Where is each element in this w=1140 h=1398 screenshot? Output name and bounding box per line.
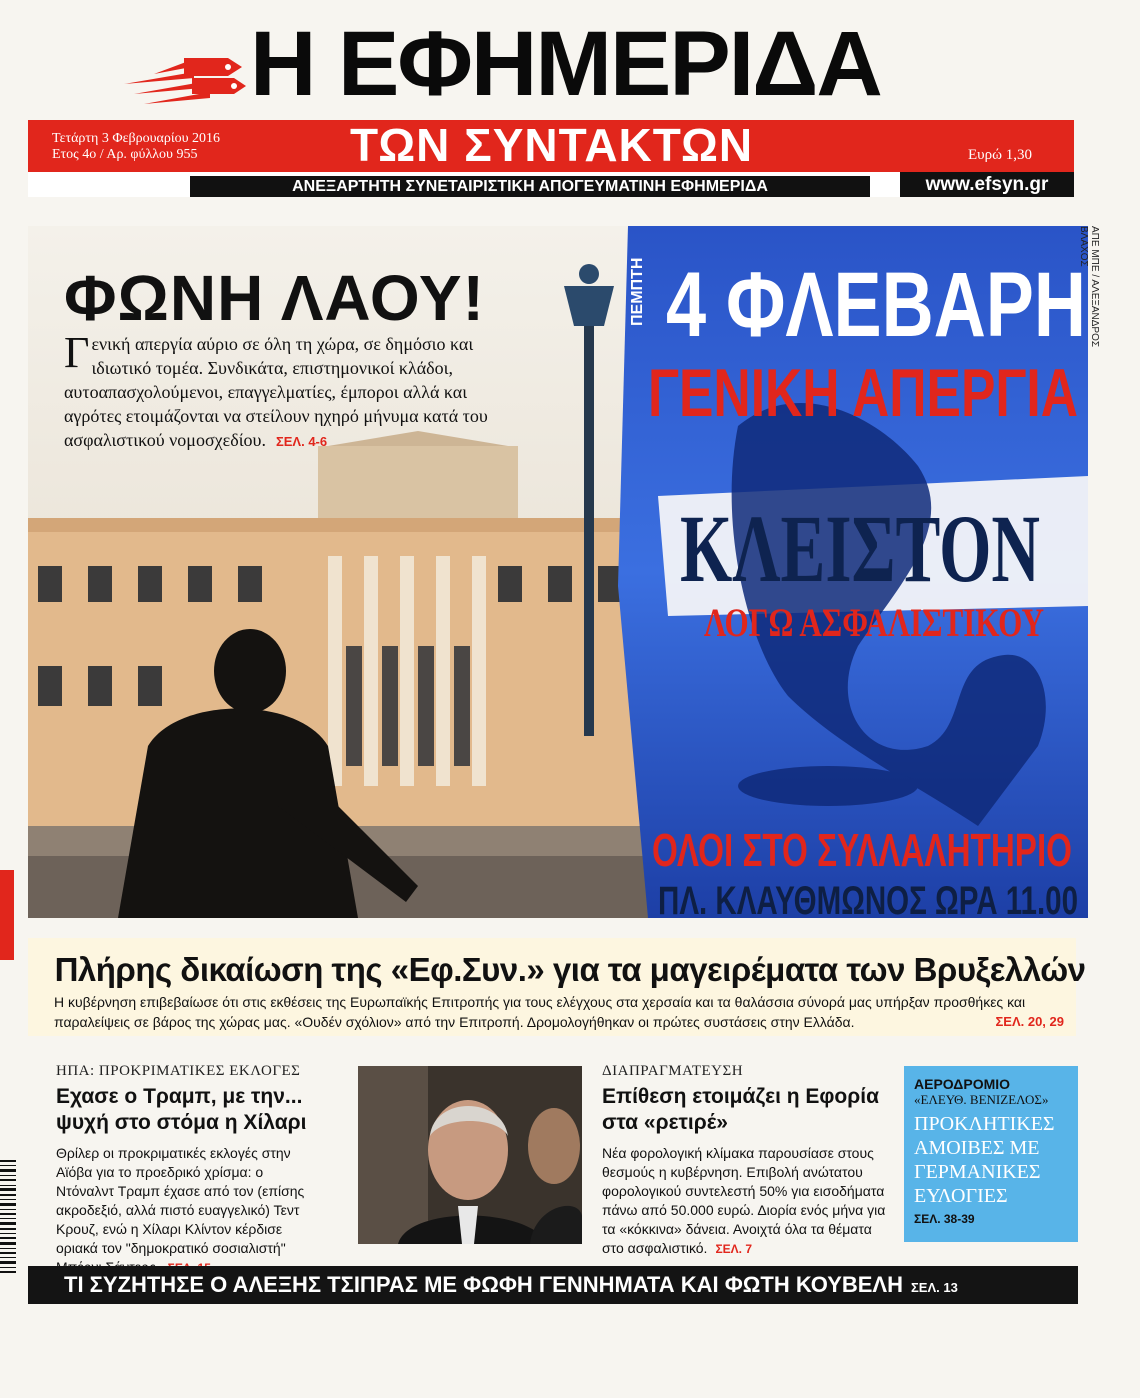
us-elections-headline[interactable]: Εχασε ο Τραμπ, με την... ψυχή στο στόμα η Χίλαρι [56, 1085, 307, 1134]
brussels-page-ref[interactable]: ΣΕΛ. 20, 29 [995, 1014, 1064, 1029]
brussels-body-text: Η κυβέρνηση επιβεβαίωσε ότι στις εκθέσεις της Ευρωπαϊκής Επιτροπής για τους ελέγχους στα χερσαία και τα θαλάσσια σύνορά μας υπήρξαν προσθήκες και παραλείψεις σε βάρος της χώρας μας. «Ουδέν σχόλιον» από την Επιτροπή. Δρομολογήθηκαν οι πρώτες συστάσεις στην Ελλάδα. [54, 994, 1026, 1030]
politician-photo [358, 1066, 582, 1244]
newspaper-title: Η ΕΦΗΜΕΡΙΔΑ [250, 13, 881, 115]
issue-number: Ετος 4ο / Αρ. φύλλου 955 [52, 147, 198, 162]
barcode-icon [0, 1160, 16, 1340]
tax-text: Νέα φορολογική κλίμακα παρουσίασε στους θεσμούς η κυβέρνηση. Επιβολή ανώτατου φορολογικού συντελεστή 50% για εισοδήματα πάνω από 50.000 ευρώ. Διορία ενός μήνα για τα «κόκκινα» δάνεια. Ανοιχτά όλα τα θέματα στο ασφαλιστικό. [602, 1145, 886, 1256]
lead-page-ref[interactable]: ΣΕΛ. 4-6 [275, 434, 328, 449]
tax-kicker: ΔΙΑΠΡΑΓΜΑΤΕΥΣΗ [602, 1063, 744, 1079]
us-elections-text: Θρίλερ οι προκριματικές εκλογές στην Αϊόβα για το προεδρικό χρίσμα: ο Ντόναλντ Τραμπ έχασε από τον (επίσης ακροδεξιό, αλλά πιστό ευαγγελικό) Τεντ Κρουζ, ενώ η Χίλαρι Κλίντον κέρδισε οριακά τον "δημοκρατικό σοσιαλιστή" [56, 1145, 305, 1256]
airport-kicker: ΑΕΡΟΔΡΟΜΙΟ [914, 1076, 1011, 1092]
strike-poster-photo [618, 226, 1088, 923]
lead-dropcap: Γ [64, 328, 90, 377]
us-elections-story [56, 1063, 318, 1278]
newspaper-subtitle: ΤΩΝ ΣΥΝΤΑΚΤΩΝ [350, 119, 754, 171]
bottom-page-ref[interactable]: ΣΕΛ. 13 [911, 1280, 958, 1295]
photo-credit: ΑΠΕ ΜΠΕ / ΑΛΕΞΑΝΔΡΟΣ ΒΛΑΧΟΣ [1078, 226, 1100, 348]
poster-line-rally: ΟΛΟΙ ΣΤΟ ΣΥΛΛΑΛΗΤΗΡΙΟ [652, 824, 1072, 876]
us-elections-kicker: ΗΠΑ: ΠΡΟΚΡΙΜΑΤΙΚΕΣ ΕΚΛΟΓΕΣ [56, 1063, 301, 1079]
tax-body [602, 1144, 890, 1259]
airport-kicker-name: «ΕΛΕΥΘ. ΒΕΝΙΖΕΛΟΣ» [914, 1092, 1049, 1107]
poster-line-general-strike: ΓΕΝΙΚΗ ΑΠΕΡΓΙΑ [648, 355, 1078, 431]
poster-line-location: ΠΛ. ΚΛΑΥΘΜΩΝΟΣ ΩΡΑ 11.00 [658, 879, 1078, 923]
lead-text: ενική απεργία αύριο σε όλη τη χώρα, σε δημόσιο και ιδιωτικό τομέα. Συνδικάτα, επιστημονικοί κλάδοι, αυτοαπασχολούμενοι, επαγγελματίες, έμποροι αλλά και αγρότες ετοιμάζονται να στείλουν ηχηρό μήνυμα κατά του ασφαλιστικού νομοσχεδίου. [64, 334, 488, 450]
poster-day: ΠΕΜΠΤΗ [629, 257, 646, 326]
brussels-headline[interactable]: Πλήρης δικαίωση της «Εφ.Συν.» για τα μαγειρέματα των Βρυξελλών [54, 951, 1086, 988]
politician-portrait-image [358, 1066, 582, 1244]
brussels-body [54, 992, 1064, 1032]
issue-info [52, 131, 220, 163]
poster-line-closed: ΚΛΕΙΣΤΟΝ [680, 495, 1040, 602]
tax-story [602, 1063, 890, 1259]
tagline: ΑΝΕΞΑΡΤΗΤΗ ΣΥΝΕΤΑΙΡΙΣΤΙΚΗ ΑΠΟΓΕΥΜΑΤΙΝΗ ΕΦΗΜΕΡΙΔΑ [292, 178, 768, 195]
poster-date: 4 ΦΛΕΒΑΡΗ [666, 254, 1086, 356]
hero-section [28, 226, 1086, 923]
tax-headline[interactable]: Επίθεση ετοιμάζει η Εφορία στα «ρετιρέ» [602, 1085, 879, 1134]
side-red-tab [0, 870, 14, 960]
issue-price: Ευρώ 1,30 [968, 147, 1032, 163]
hero-headline: ΦΩΝΗ ΛΑΟΥ! [64, 262, 485, 334]
tagline-bar [190, 176, 870, 197]
pen-nib-logo-icon [124, 22, 254, 112]
us-elections-body [56, 1144, 318, 1278]
bottom-headline[interactable]: ΤΙ ΣΥΖΗΤΗΣΕ Ο ΑΛΕΞΗΣ ΤΣΙΠΡΑΣ ΜΕ ΦΩΦΗ ΓΕΝΝΗΜΑΤΑ ΚΑΙ ΦΩΤΗ ΚΟΥΒΕΛΗ [64, 1272, 903, 1297]
poster-line-reason: ΛΟΓΩ ΑΣΦΑΛΙΣΤΙΚΟΥ [704, 600, 1045, 645]
airport-page-ref[interactable]: ΣΕΛ. 38-39 [914, 1212, 975, 1226]
hero-lead-paragraph [64, 328, 524, 454]
issue-date: Τετάρτη 3 Φεβρουαρίου 2016 [52, 131, 221, 146]
bottom-headline-bar [28, 1266, 1078, 1304]
website-link[interactable]: www.efsyn.gr [900, 172, 1074, 197]
tax-page-ref[interactable]: ΣΕΛ. 7 [715, 1242, 753, 1256]
airport-headline[interactable]: ΠΡΟΚΛΗΤΙΚΕΣ ΑΜΟΙΒΕΣ ΜΕ ΓΕΡΜΑΝΙΚΕΣ ΕΥΛΟΓΙΕΣ [914, 1113, 1055, 1207]
airport-story-box [904, 1066, 1078, 1242]
